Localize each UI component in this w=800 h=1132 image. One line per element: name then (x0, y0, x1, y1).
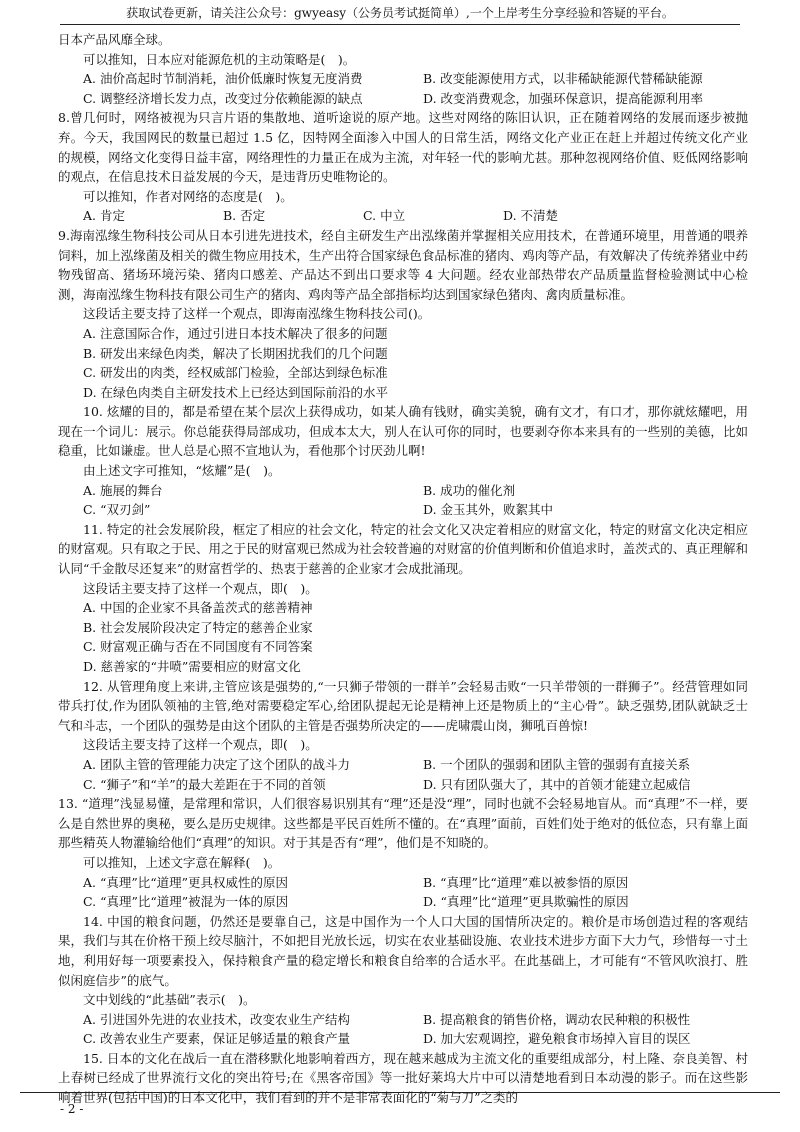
page-number: - 2 - (60, 1102, 84, 1116)
footer-rule (20, 1092, 780, 1093)
q12-option-b: B. 一个团队的强弱和团队主管的强弱有直接关系 (423, 756, 691, 772)
q7-option-d: D. 改变消费观念，加强环保意识，提高能源利用率 (423, 90, 704, 106)
q10-passage: 10. 炫耀的目的，都是希望在某个层次上获得成功，如某人确有钱财，确实美貌，确有文才，有口才，那你就炫耀吧，用现在一个词儿：展示。你总能获得局部成功，但成本太大，别人在认可你的同时，也要剥夺你本来具有的一些别的美德，比如稳重，比如谦虚。世人总是心照不宣地认为，看他那个讨厌劲儿啊! (58, 404, 748, 459)
q8-option-c: C. 中立 (363, 208, 406, 224)
q13-option-b: B. “真理”比“道理”难以被参悟的原因 (423, 874, 629, 890)
q7-options-row1 (58, 69, 748, 89)
q10-options-row2 (58, 500, 748, 520)
q14-question: 文中划线的“此基础”表示( )。 (83, 992, 256, 1008)
q12-options-row1 (58, 755, 748, 775)
q8-option-a: A. 肯定 (83, 208, 125, 224)
q10-options-row1 (58, 481, 748, 501)
q11-question: 这段话主要支持了这样一个观点，即( )。 (83, 580, 318, 596)
q13-option-d: D. “真理”比“道理”更具欺骗性的原因 (423, 894, 629, 910)
q8-option-d: D. 不清楚 (503, 208, 559, 224)
q15-passage: 15. 日本的文化在战后一直在潜移默化地影响着西方，现在越来越成为主流文化的重要组成部分，村上隆、奈良美智、村上春树已经成了世界流行文化的突出符号;在《黑客帝国》等一批好莱坞大片中可以清楚地看到日本动漫的影子。而在这些影响着世界(包括中国)的日本文化中，我们看到的并不是非常表面化的“菊与刀”之类的 (58, 1050, 748, 1106)
q7-passage-tail: 日本产品风靡全球。 (58, 32, 171, 47)
q10-option-a: A. 施展的舞台 (83, 482, 163, 498)
q8-question: 可以推知，作者对网络的态度是( )。 (83, 188, 293, 204)
q14-option-a: A. 引进国外先进的农业技术，改变农业生产结构 (83, 1011, 350, 1027)
q7-options-row2 (58, 89, 748, 109)
q13-option-c: C. “真理”比“道理”被混为一体的原因 (83, 894, 289, 910)
q10-option-d: D. 金玉其外，败絮其中 (423, 502, 554, 518)
q14-option-b: B. 提高粮食的销售价格，调动农民种粮的积极性 (423, 1011, 691, 1027)
q7-option-c: C. 调整经济增长发力点，改变过分依赖能源的缺点 (83, 90, 363, 106)
q10-question: 由上述文字可推知，“炫耀”是( )。 (83, 463, 281, 479)
q12-option-d: D. 只有团队强大了，其中的首领才能建立起威信 (423, 776, 691, 792)
q14-passage: 14. 中国的粮食问题，仍然还是要靠自己，这是中国作为一个人口大国的国情所决定的。粮价是市场创造过程的客观结果，我们与其在价格干预上绞尽脑汁，不如把目光放长远，切实在农业基础设施、农业技术进步方面下大力气，珍惜每一寸土地，利用好每一项要素投入，保持粮食产量的稳定增长和粮食自给率的合适水平。在此基础上，才可能有“不管风吹浪打、胜似闲庭信步”的底气。 (58, 913, 748, 988)
q9-option-a: A. 注意国际合作，通过引进日本技术解决了很多的问题 (83, 325, 388, 341)
q8-passage: 8.曾几何时，网络被视为只言片语的集散地、道听途说的原产地。这些对网络的陈旧认识，正在随着网络的发展而逐步被抛弃。今天，我国网民的数量已超过 1.5 亿，因特网全面渗入中国人的日常生活，网络文化产业正在赶上并超过传统文化产业的规模，网络文化变得日益丰富，网络理性的力量正在成为主流，对年轻一代的影响尤甚。那种忽视网络价值、贬低网络影响的观点，在信息技术日益发展的今天，是违背历史唯物论的。 (58, 110, 748, 185)
q11-option-b: B. 社会发展阶段决定了特定的慈善企业家 (83, 619, 313, 635)
q9-option-b: B. 研发出来绿色肉类，解决了长期困扰我们的几个问题 (83, 345, 388, 361)
q11-option-d: D. 慈善家的“井喷”需要相应的财富文化 (83, 659, 301, 674)
q10-option-b: B. 成功的催化剂 (423, 482, 516, 498)
q12-options-row2 (58, 775, 748, 795)
q9-option-c: C. 研发出的肉类，经权威部门检验，全部达到绿色标准 (83, 365, 388, 381)
q14-options-row2 (58, 1029, 748, 1049)
q7-option-b: B. 改变能源使用方式，以非稀缺能源代替稀缺能源 (423, 71, 703, 87)
q9-passage: 9.海南泓缘生物科技公司从日本引进先进技术，经自主研发生产出泓缘菌并掌握相关应用技术，在普通环境里，用普通的喂养饲料，加上泓缘菌及相关的微生物应用技术，生产出符合国家绿色食品标准的猪肉、鸡肉等产品，有效解决了传统养猪业中药物残留高、猪场环境污染、猪肉口感差、产品达不到出口要求等 4 大问题。经农业部热带农产品质量监督检验测试中心检测，海南泓缘生物科技有限公司生产的猪肉、鸡肉等产品全部指标均达到国家绿色猪肉、禽肉质量标准。 (58, 227, 748, 302)
q14-options-row1 (58, 1010, 748, 1030)
q8-options (58, 206, 748, 226)
q14-option-c: C. 改善农业生产要素，保证足够适量的粮食产量 (83, 1031, 351, 1047)
q13-options-row1 (58, 873, 748, 893)
q13-question: 可以推知，上述文字意在解释( )。 (83, 854, 281, 870)
q12-question: 这段话主要支持了这样一个观点，即( )。 (83, 737, 318, 753)
q13-options-row2 (58, 892, 748, 912)
q12-option-c: C. “狮子”和“羊”的最大差距在于不同的首领 (83, 776, 326, 792)
page-content (58, 30, 748, 1108)
q14-option-d: D. 加大宏观调控，避免粮食市场掉入盲目的误区 (423, 1031, 691, 1047)
q9-option-d: D. 在绿色肉类自主研发技术上已经达到国际前沿的水平 (83, 384, 389, 400)
q13-option-a: A. “真理”比“道理”更具权威性的原因 (83, 874, 289, 890)
q9-question: 这段话主要支持了这样一个观点，即海南泓缘生物科技公司()。 (83, 306, 431, 322)
q10-option-c: C. “双刃剑” (83, 502, 151, 518)
q12-passage: 12. 从管理角度上来讲,主管应该是强势的,“一只狮子带领的一群羊”会轻易击败“一只羊带领的一群狮子”。经营管理如同带兵打仗,作为团队领袖的主管,绝对需要稳定军心,给团队提起无论是精神上还是物质上的“主心骨”。缺乏强势,团队就缺乏士气和斗志，一个团队的强势是由这个团队的主管是否强势所决定的——虎啸震山岗，狮吼百兽惊! (58, 678, 748, 733)
q7-option-a: A. 油价高起时节制消耗，油价低廉时恢复无度消费 (83, 71, 363, 87)
page-header: 获取试卷更新，请关注公众号：gwyeasy（公务员考试挺简单）,一个上岸考生分享经验和答疑的平台。 (60, 2, 740, 25)
q11-option-a: A. 中国的企业家不具备盖茨式的慈善精神 (83, 600, 313, 616)
q13-passage: 13. “道理”浅显易懂，是常理和常识，人们很容易识别其有“理”还是没“理”，同时也就不会轻易地盲从。而“真理”不一样，要么是自然世界的奥秘，要么是历史规律。这些都是平民百姓所不懂的。在“真理”面前，百姓们处于绝对的低位态，只有靠上面那些精英人物灌输给他们“真理”的知识。对于其是否有“理”，他们是不知晓的。 (58, 796, 748, 851)
q12-option-a: A. 团队主管的管理能力决定了这个团队的战斗力 (83, 756, 350, 772)
q7-question: 可以推知，日本应对能源危机的主动策略是( )。 (83, 51, 356, 67)
q11-option-c: C. 财富观正确与否在不同国度有不同答案 (83, 639, 313, 655)
q11-passage: 11. 特定的社会发展阶段，框定了相应的社会文化，特定的社会文化又决定着相应的财富文化，特定的财富文化决定相应的财富观。只有取之于民、用之于民的财富观已然成为社会较普遍的对财富的价值判断和价值追求时，盖茨式的、真正理解和认同“千金散尽还复来”的财富哲学的、热衷于慈善的企业家才会成批涌现。 (58, 521, 748, 577)
q8-option-b: B. 否定 (223, 208, 266, 224)
